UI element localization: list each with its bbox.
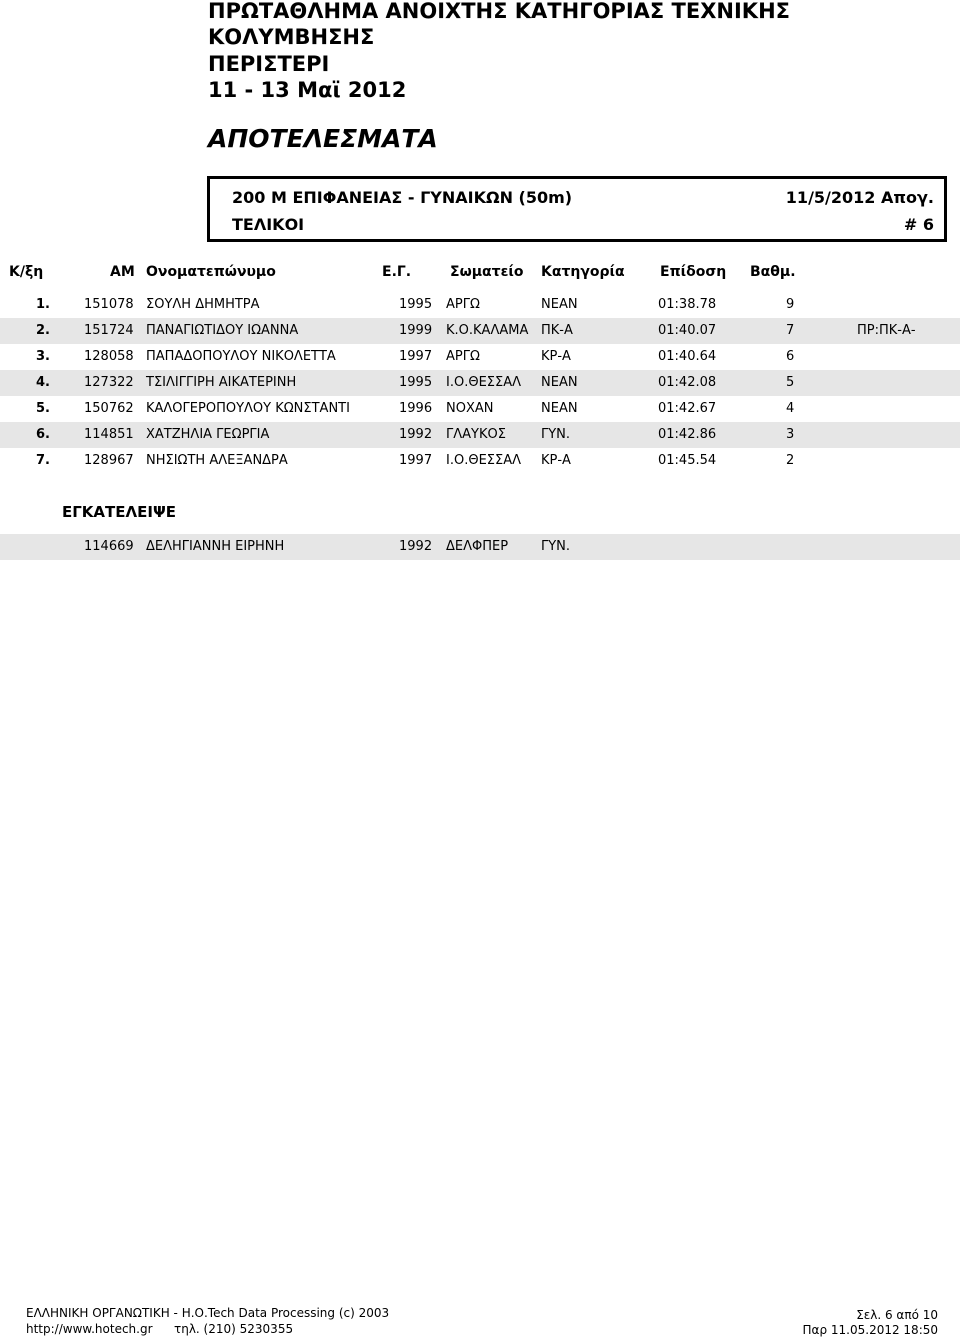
birth-year: 1995	[399, 375, 433, 390]
club: Κ.Ο.ΚΑΛΑΜΑ	[446, 323, 529, 338]
birth-year: 1992	[399, 539, 433, 554]
table-row	[0, 396, 960, 422]
category: ΝΕΑΝ	[541, 375, 578, 390]
table-row	[0, 318, 960, 344]
rank: 5.	[36, 401, 50, 416]
table-row	[0, 344, 960, 370]
category: ΓΥΝ.	[541, 427, 571, 442]
venue: ΠΕΡΙΣΤΕΡΙ	[208, 52, 330, 76]
championship-title-line2: ΚΟΛΥΜΒΗΣΗΣ	[208, 25, 375, 49]
performance: 01:40.64	[658, 349, 717, 364]
club: Ι.Ο.ΘΕΣΣΑΛ	[446, 375, 521, 390]
birth-year: 1997	[399, 453, 433, 468]
points: 9	[786, 297, 795, 312]
swimmer-name: ΚΑΛΟΓΕΡΟΠΟΥΛΟΥ ΚΩΝΣΤΑΝΤΙ	[146, 401, 350, 416]
footer-url[interactable]: http://www.hotech.gr	[26, 1322, 153, 1336]
am: 151724	[84, 323, 134, 338]
event-box	[207, 176, 947, 242]
category: ΓΥΝ.	[541, 539, 571, 554]
performance: 01:40.07	[658, 323, 717, 338]
event-round: ΤΕΛΙΚΟΙ	[232, 215, 305, 234]
category: ΚΡ-Α	[541, 349, 571, 364]
swimmer-name: ΧΑΤΖΗΛΙΑ ΓΕΩΡΓΙΑ	[146, 427, 270, 442]
performance: 01:38.78	[658, 297, 717, 312]
am: 128058	[84, 349, 134, 364]
event-name: 200 Μ ΕΠΙΦΑΝΕΙΑΣ - ΓΥΝΑΙΚΩΝ (50m)	[232, 188, 573, 207]
points: 2	[786, 453, 795, 468]
col-points: Βαθμ.	[750, 264, 796, 280]
performance: 01:45.54	[658, 453, 717, 468]
club: ΝΟΧΑΝ	[446, 401, 494, 416]
swimmer-name: ΔΕΛΗΓΙΑΝΝΗ ΕΙΡΗΝΗ	[146, 539, 285, 554]
rank: 7.	[36, 453, 50, 468]
rank: 4.	[36, 375, 50, 390]
footer-org: ΕΛΛΗΝΙΚΗ ΟΡΓΑΝΩΤΙΚΗ - Η.Ο.Tech Data Processing (c) 2003	[26, 1306, 390, 1320]
withdrawn-row	[0, 534, 960, 560]
col-am: ΑΜ	[110, 264, 135, 280]
swimmer-name: ΠΑΝΑΓΙΩΤΙΔΟΥ ΙΩΑΝΝΑ	[146, 323, 299, 338]
swimmer-name: ΝΗΣΙΩΤΗ ΑΛΕΞΑΝΔΡΑ	[146, 453, 288, 468]
rank: 3.	[36, 349, 50, 364]
event-date: 11/5/2012 Απογ.	[785, 188, 934, 207]
birth-year: 1997	[399, 349, 433, 364]
col-club: Σωματείο	[450, 264, 524, 280]
am: 151078	[84, 297, 134, 312]
club: Ι.Ο.ΘΕΣΣΑΛ	[446, 453, 521, 468]
rank: 1.	[36, 297, 50, 312]
performance: 01:42.08	[658, 375, 717, 390]
performance: 01:42.86	[658, 427, 717, 442]
birth-year: 1992	[399, 427, 433, 442]
withdrawn-title: ΕΓΚΑΤΕΛΕΙΨΕ	[62, 503, 176, 521]
am: 128967	[84, 453, 134, 468]
club: ΑΡΓΩ	[446, 349, 480, 364]
swimmer-name: ΠΑΠΑΔΟΠΟΥΛΟΥ ΝΙΚΟΛΕΤΤΑ	[146, 349, 336, 364]
am: 114851	[84, 427, 134, 442]
am: 127322	[84, 375, 134, 390]
table-row	[0, 292, 960, 318]
col-category: Κατηγορία	[541, 264, 625, 280]
col-rank: Κ/ξη	[9, 264, 44, 280]
category: ΝΕΑΝ	[541, 297, 578, 312]
table-row	[0, 370, 960, 396]
note: ΠΡ:ΠΚ-Α-	[857, 323, 916, 338]
points: 7	[786, 323, 795, 338]
category: ΝΕΑΝ	[541, 401, 578, 416]
swimmer-name: ΣΟΥΛΗ ΔΗΜΗΤΡΑ	[146, 297, 260, 312]
event-number: # 6	[903, 215, 934, 234]
print-timestamp: Παρ 11.05.2012 18:50	[802, 1323, 938, 1337]
points: 5	[786, 375, 795, 390]
birth-year: 1996	[399, 401, 433, 416]
col-performance: Επίδοση	[660, 264, 727, 280]
table-row	[0, 448, 960, 474]
col-name: Ονοματεπώνυμο	[146, 264, 276, 280]
dates: 11 - 13 Μαϊ 2012	[208, 78, 407, 102]
birth-year: 1995	[399, 297, 433, 312]
page-number: Σελ. 6 από 10	[856, 1308, 938, 1322]
championship-title-line1: ΠΡΩΤΑΘΛΗΜΑ ΑΝΟΙΧΤΗΣ ΚΑΤΗΓΟΡΙΑΣ ΤΕΧΝΙΚΗΣ	[208, 0, 790, 23]
col-yob: Ε.Γ.	[382, 264, 412, 280]
points: 3	[786, 427, 795, 442]
club: ΑΡΓΩ	[446, 297, 480, 312]
points: 6	[786, 349, 795, 364]
category: ΚΡ-Α	[541, 453, 571, 468]
swimmer-name: ΤΣΙΛΙΓΓΙΡΗ ΑΙΚΑΤΕΡΙΝΗ	[146, 375, 297, 390]
results-title: ΑΠΟΤΕΛΕΣΜΑΤΑ	[208, 124, 438, 153]
club: ΔΕΛΦΠΕΡ	[446, 539, 509, 554]
points: 4	[786, 401, 795, 416]
rank: 6.	[36, 427, 50, 442]
am: 114669	[84, 539, 134, 554]
club: ΓΛΑΥΚΟΣ	[446, 427, 506, 442]
table-row	[0, 422, 960, 448]
birth-year: 1999	[399, 323, 433, 338]
footer-phone: τηλ. (210) 5230355	[174, 1322, 294, 1336]
am: 150762	[84, 401, 134, 416]
rank: 2.	[36, 323, 50, 338]
category: ΠΚ-Α	[541, 323, 573, 338]
performance: 01:42.67	[658, 401, 717, 416]
